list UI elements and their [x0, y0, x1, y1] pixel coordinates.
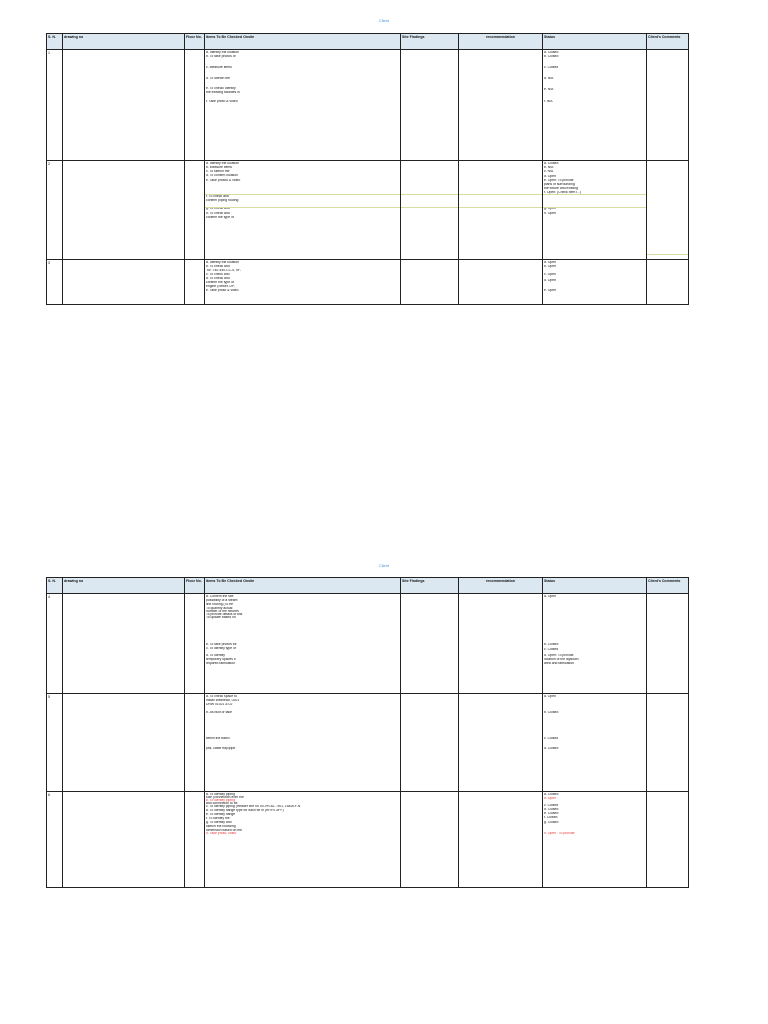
cell-line: h. To check and: [206, 212, 230, 215]
cell-line: dimension based on the: [206, 829, 243, 832]
cell-line: b. Closed: [544, 643, 559, 646]
cell-line: possibility of a steam: [206, 599, 238, 602]
recommendation-cell[interactable]: [459, 50, 543, 161]
cell-line: g. To identify and: [206, 821, 232, 824]
sheet-title: Client: [378, 563, 390, 568]
items-cell: [205, 694, 401, 792]
cell-line: c. Closed: [544, 737, 559, 740]
table-row: [47, 260, 689, 305]
cell-line: c. Closed: [544, 648, 559, 651]
cell-line: plans of surrounding: [544, 183, 575, 186]
cell-line: a. Confirm the site: [206, 595, 234, 598]
serial-number: 4: [48, 595, 50, 599]
cell-line: d. To identify flange type for each tie in (RF/RTJ/FF): [206, 809, 284, 812]
cell-line: To provide details of this: [206, 613, 243, 616]
cell-line: b. Open: [544, 265, 557, 268]
table-row: [47, 50, 689, 161]
recommendation-cell[interactable]: [459, 260, 543, 305]
col-header-status: Status: [543, 578, 647, 594]
sn-cell: [47, 792, 63, 888]
recommendation-cell[interactable]: [459, 594, 543, 694]
recommendation-cell[interactable]: [459, 694, 543, 792]
comments-cell[interactable]: [647, 694, 689, 792]
col-header-client-comments: Client's Comments: [647, 34, 689, 50]
floor-cell: [185, 594, 205, 694]
cell-line: h. Open: [544, 212, 557, 215]
recommendation-cell[interactable]: [459, 792, 543, 888]
col-header-recommendation: recommendation: [459, 578, 543, 594]
findings-cell[interactable]: [401, 792, 459, 888]
drawing-cell: [63, 594, 185, 694]
cell-line: e. To check/ identify: [206, 87, 236, 90]
col-header-client-comments: Client's Comments: [647, 578, 689, 594]
row-divider: [543, 207, 646, 208]
cell-line: the existing facilities in: [206, 91, 240, 94]
cell-line: f. Open: (Check Item I...): [544, 191, 582, 194]
floor-cell: [185, 694, 205, 792]
items-cell: [205, 50, 401, 161]
drawing-cell: [63, 50, 185, 161]
cell-line: c. To identify type of: [206, 647, 236, 650]
cell-line: b. To take photos of: [206, 55, 236, 58]
serial-number: 3: [48, 261, 50, 265]
cell-line: sketch the following: [206, 825, 236, 828]
col-header-floor-no: Floor No.: [185, 578, 205, 594]
cell-line: f. Closed: [544, 816, 558, 819]
recommendation-cell[interactable]: [459, 161, 543, 260]
cell-line: confirm the type of: [206, 216, 234, 219]
drawing-cell: [63, 694, 185, 792]
cell-line: d. Closed: [544, 747, 559, 750]
drawing-cell: [63, 161, 185, 260]
table-header: [47, 34, 689, 50]
cell-line: h. Take photo, video: [206, 832, 237, 835]
table-row: [47, 792, 689, 888]
cell-line: b. N/A: [544, 166, 554, 169]
cell-line: b. Open: [544, 797, 557, 800]
cell-line: c. To sketch the: [206, 170, 230, 173]
comments-cell[interactable]: [647, 161, 689, 260]
cell-line: number of the fixtures: [206, 610, 239, 613]
cell-line: location of the laydown: [544, 658, 579, 661]
drawing-cell: [63, 260, 185, 305]
cell-line: e. To identify flange: [206, 813, 236, 816]
cell-line: e. Take photos & video: [206, 179, 241, 182]
table-row: [47, 594, 689, 694]
cell-line: a. Open: [544, 261, 557, 264]
serial-number: 5: [48, 695, 50, 699]
cell-line: line routing (To be: [206, 603, 233, 606]
cell-line: d. To confirm location: [206, 174, 238, 177]
items-cell: [205, 260, 401, 305]
cell-line: a. To identify piping: [206, 793, 235, 796]
cell-line: g. To check and: [206, 207, 230, 210]
cell-line: f. To check and: [206, 195, 229, 198]
col-header-drawing-no: drawing no: [63, 34, 185, 50]
cell-line: a. Closed: [544, 162, 559, 165]
cell-line: g. Open: [544, 207, 557, 210]
col-header-site-findings: Site Findings: [401, 34, 459, 50]
cell-line: c. To check and: [206, 273, 230, 276]
row-divider: [459, 207, 542, 208]
cell-line: To quantify actual: [206, 607, 233, 610]
status-cell: [543, 694, 647, 792]
cell-line: a. Identify the location: [206, 51, 239, 54]
col-header-status: Status: [543, 34, 647, 50]
floor-cell: [185, 792, 205, 888]
comments-cell[interactable]: [647, 260, 689, 305]
cell-line: a. Open: [544, 595, 557, 598]
col-header-items: Items To Be Checked Onsite: [205, 578, 401, 594]
cell-line: f. N/A: [544, 100, 553, 103]
cell-line: e. Closed: [544, 812, 559, 815]
col-header-items: Items To Be Checked Onsite: [205, 34, 401, 50]
items-cell: [205, 594, 401, 694]
cell-line: a. To check space to: [206, 695, 237, 698]
status-cell: [543, 50, 647, 161]
findings-cell[interactable]: [401, 260, 459, 305]
cell-line: d. Open: [544, 279, 557, 282]
cell-line: c. To identify piping (Header line no 00-VH-82 - 901, 1582EF-N: [206, 805, 301, 808]
row-divider: [459, 194, 542, 195]
status-cell: [543, 792, 647, 888]
items-cell: [205, 792, 401, 888]
col-header-sn: S. N.: [47, 34, 63, 50]
cell-line: e. Take photo & video: [206, 289, 239, 292]
cell-line: b. As built or take: [206, 711, 233, 714]
cell-line: b. Measure items: [206, 166, 233, 169]
inspection-table: [46, 33, 689, 305]
comments-cell[interactable]: [647, 594, 689, 694]
cell-line: "BF-740-440-CC-0, 5F-: [206, 269, 242, 272]
drawing-cell: [63, 792, 185, 888]
sn-cell: [47, 161, 63, 260]
comments-cell[interactable]: [647, 50, 689, 161]
cell-line: temporary spaces if: [206, 658, 236, 661]
findings-cell[interactable]: [401, 694, 459, 792]
cell-line: d. Closed: [544, 808, 559, 811]
cell-line: c. Closed: [544, 66, 559, 69]
cell-line: c. Open: [544, 273, 556, 276]
cell-line: confirm piping routing: [206, 199, 239, 202]
row-divider: [543, 194, 646, 195]
status-cell: [543, 161, 647, 260]
cell-line: engine (Sewer, DP,: [206, 285, 235, 288]
cell-line: d. N/A: [544, 77, 554, 80]
cell-line: DRW 01021 & 02: [206, 703, 233, 706]
sn-cell: [47, 260, 63, 305]
row-divider: [401, 207, 458, 208]
row-divider: [205, 207, 400, 208]
cell-line: the fixture and existing: [544, 187, 578, 190]
cell-line: b. To check and: [206, 265, 230, 268]
cell-line: and connection to be: [206, 802, 238, 805]
cell-line: a. Open: [544, 695, 557, 698]
table-header: [47, 578, 689, 594]
cell-line: f. Take photo & video: [206, 100, 238, 103]
cell-line: To update based on: [206, 616, 236, 619]
findings-cell[interactable]: [401, 161, 459, 260]
col-header-floor-no: Floor No.: [185, 34, 205, 50]
cell-line: c. Closed: [544, 804, 559, 807]
table-row: [47, 694, 689, 792]
sheet-title: Client: [378, 18, 390, 23]
items-cell: [205, 161, 401, 260]
cell-line: e. N/A: [544, 88, 554, 91]
cell-line: d. To identify: [206, 654, 225, 657]
status-cell: [543, 594, 647, 694]
floor-cell: [185, 50, 205, 161]
cell-line: b. To take photos for: [206, 643, 237, 646]
cell-line: within the batch: [206, 737, 230, 740]
findings-cell[interactable]: [401, 50, 459, 161]
cell-line: b. Closed: [544, 711, 559, 714]
cell-line: b. Closed: [544, 55, 559, 58]
cell-line: a. Identify the location: [206, 162, 239, 165]
table-row: [47, 161, 689, 260]
cell-line: c. Measure items: [206, 66, 232, 69]
serial-number: 2: [48, 162, 50, 166]
cell-line: d. To stretch the: [206, 77, 231, 80]
cell-line: d. Open: To provide: [544, 654, 574, 657]
cell-line: h. Open : To provide: [544, 832, 575, 835]
cell-line: pits, cable tray/pipe: [206, 747, 236, 750]
row-divider: [647, 254, 688, 255]
cell-line: f. To identify the: [206, 817, 230, 820]
sn-cell: [47, 594, 63, 694]
cell-line: d. Open: [544, 175, 557, 178]
row-divider: [205, 194, 400, 195]
findings-cell[interactable]: [401, 594, 459, 694]
floor-cell: [185, 260, 205, 305]
serial-number: 1: [48, 51, 50, 55]
comments-cell[interactable]: [647, 792, 689, 888]
serial-number: 6: [48, 793, 50, 797]
col-header-sn: S. N.: [47, 578, 63, 594]
cell-line: a. Closed: [544, 51, 559, 54]
sn-cell: [47, 694, 63, 792]
cell-line: e. Open: [544, 289, 557, 292]
cell-line: required fabrication: [206, 662, 236, 665]
status-cell: [543, 260, 647, 305]
row-divider: [401, 194, 458, 195]
col-header-site-findings: Site Findings: [401, 578, 459, 594]
cell-line: g. Closed: [544, 821, 559, 824]
cell-line: area and fabrication: [544, 662, 574, 665]
cell-line: c. N/A: [544, 170, 554, 173]
cell-line: size (connection from the: [206, 796, 244, 799]
cell-line: install Wellhead, 0201: [206, 699, 240, 702]
col-header-drawing-no: drawing no: [63, 578, 185, 594]
cell-line: a. Identify the location: [206, 261, 239, 264]
cell-line: b. To identify piping: [206, 799, 235, 802]
floor-cell: [185, 161, 205, 260]
sn-cell: [47, 50, 63, 161]
inspection-table: [46, 577, 689, 888]
cell-line: confirm the type of: [206, 281, 234, 284]
cell-line: a. Closed: [544, 793, 559, 796]
col-header-recommendation: recommendation: [459, 34, 543, 50]
cell-line: e. Open: To provide: [544, 179, 574, 182]
cell-line: d. To check and: [206, 277, 230, 280]
